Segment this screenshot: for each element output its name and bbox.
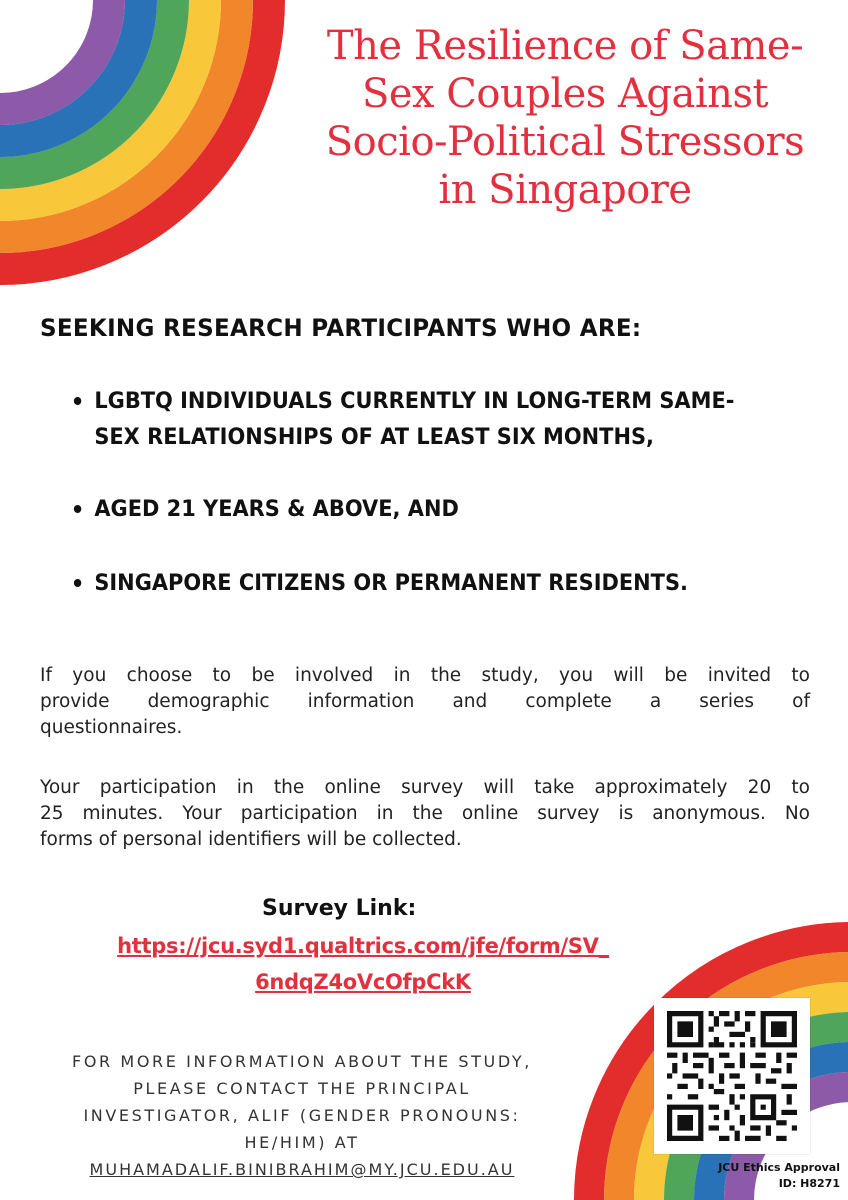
paragraph-line: questionnaires. [40, 717, 183, 738]
survey-link-line[interactable]: https://jcu.syd1.qualtrics.com/jfe/form/SV_ [117, 934, 609, 958]
ethics-approval-line: JCU Ethics Approval [718, 1161, 840, 1174]
contact-line: FOR MORE INFORMATION ABOUT THE STUDY, [72, 1052, 532, 1071]
contact-email-link[interactable]: MUHAMADALIF.BINIBRAHIM@MY.JCU.EDU.AU [89, 1160, 515, 1179]
criteria-text: SINGAPORE CITIZENS OR PERMANENT RESIDENTS. [94, 570, 688, 596]
criteria-list [72, 383, 812, 601]
criteria-item-age [72, 491, 760, 527]
qr-code[interactable] [654, 998, 810, 1154]
contact-line: PLEASE CONTACT THE PRINCIPAL [133, 1079, 471, 1098]
ethics-approval-id: ID: H8271 [778, 1177, 840, 1190]
qr-code-icon [667, 1011, 797, 1141]
criteria-item-residency [72, 565, 760, 601]
criteria-text: AGED 21 YEARS & ABOVE, AND [94, 496, 459, 522]
study-involvement-paragraph [40, 663, 810, 741]
paragraph-line: provide demographic information and complete a series of [40, 691, 810, 712]
poster-title [285, 22, 845, 214]
paragraph-line: If you choose to be involved in the study, you will be invited to [40, 665, 810, 686]
ethics-approval [690, 1160, 840, 1192]
participation-paragraph [40, 775, 810, 853]
title-line: Sex Couples Against [361, 71, 769, 117]
paragraph-line: forms of personal identifiers will be collected. [40, 829, 462, 850]
paragraph-line: 25 minutes. Your participation in the online survey is anonymous. No [40, 803, 810, 824]
criteria-item-relationship [72, 383, 760, 455]
contact-information [22, 1048, 582, 1183]
title-line: The Resilience of Same- [326, 23, 804, 69]
participants-heading: SEEKING RESEARCH PARTICIPANTS WHO ARE: [40, 314, 642, 342]
criteria-text: LGBTQ INDIVIDUALS CURRENTLY IN LONG-TERM SAME- [94, 388, 735, 414]
paragraph-line: Your participation in the online survey will take approximately 20 to [40, 777, 810, 798]
title-line: in Singapore [438, 167, 692, 213]
contact-line: INVESTIGATOR, ALIF (GENDER PRONOUNS: [83, 1106, 521, 1125]
rainbow-top-left-decoration [0, 0, 285, 285]
title-line: Socio-Political Stressors [325, 119, 805, 165]
survey-link-line[interactable]: 6ndqZ4oVcOfpCkK [255, 970, 471, 994]
survey-link[interactable] [30, 928, 696, 1000]
contact-line: HE/HIM) AT [244, 1133, 360, 1152]
survey-link-label: Survey Link: [262, 896, 417, 921]
criteria-text: SEX RELATIONSHIPS OF AT LEAST SIX MONTHS, [94, 424, 654, 450]
